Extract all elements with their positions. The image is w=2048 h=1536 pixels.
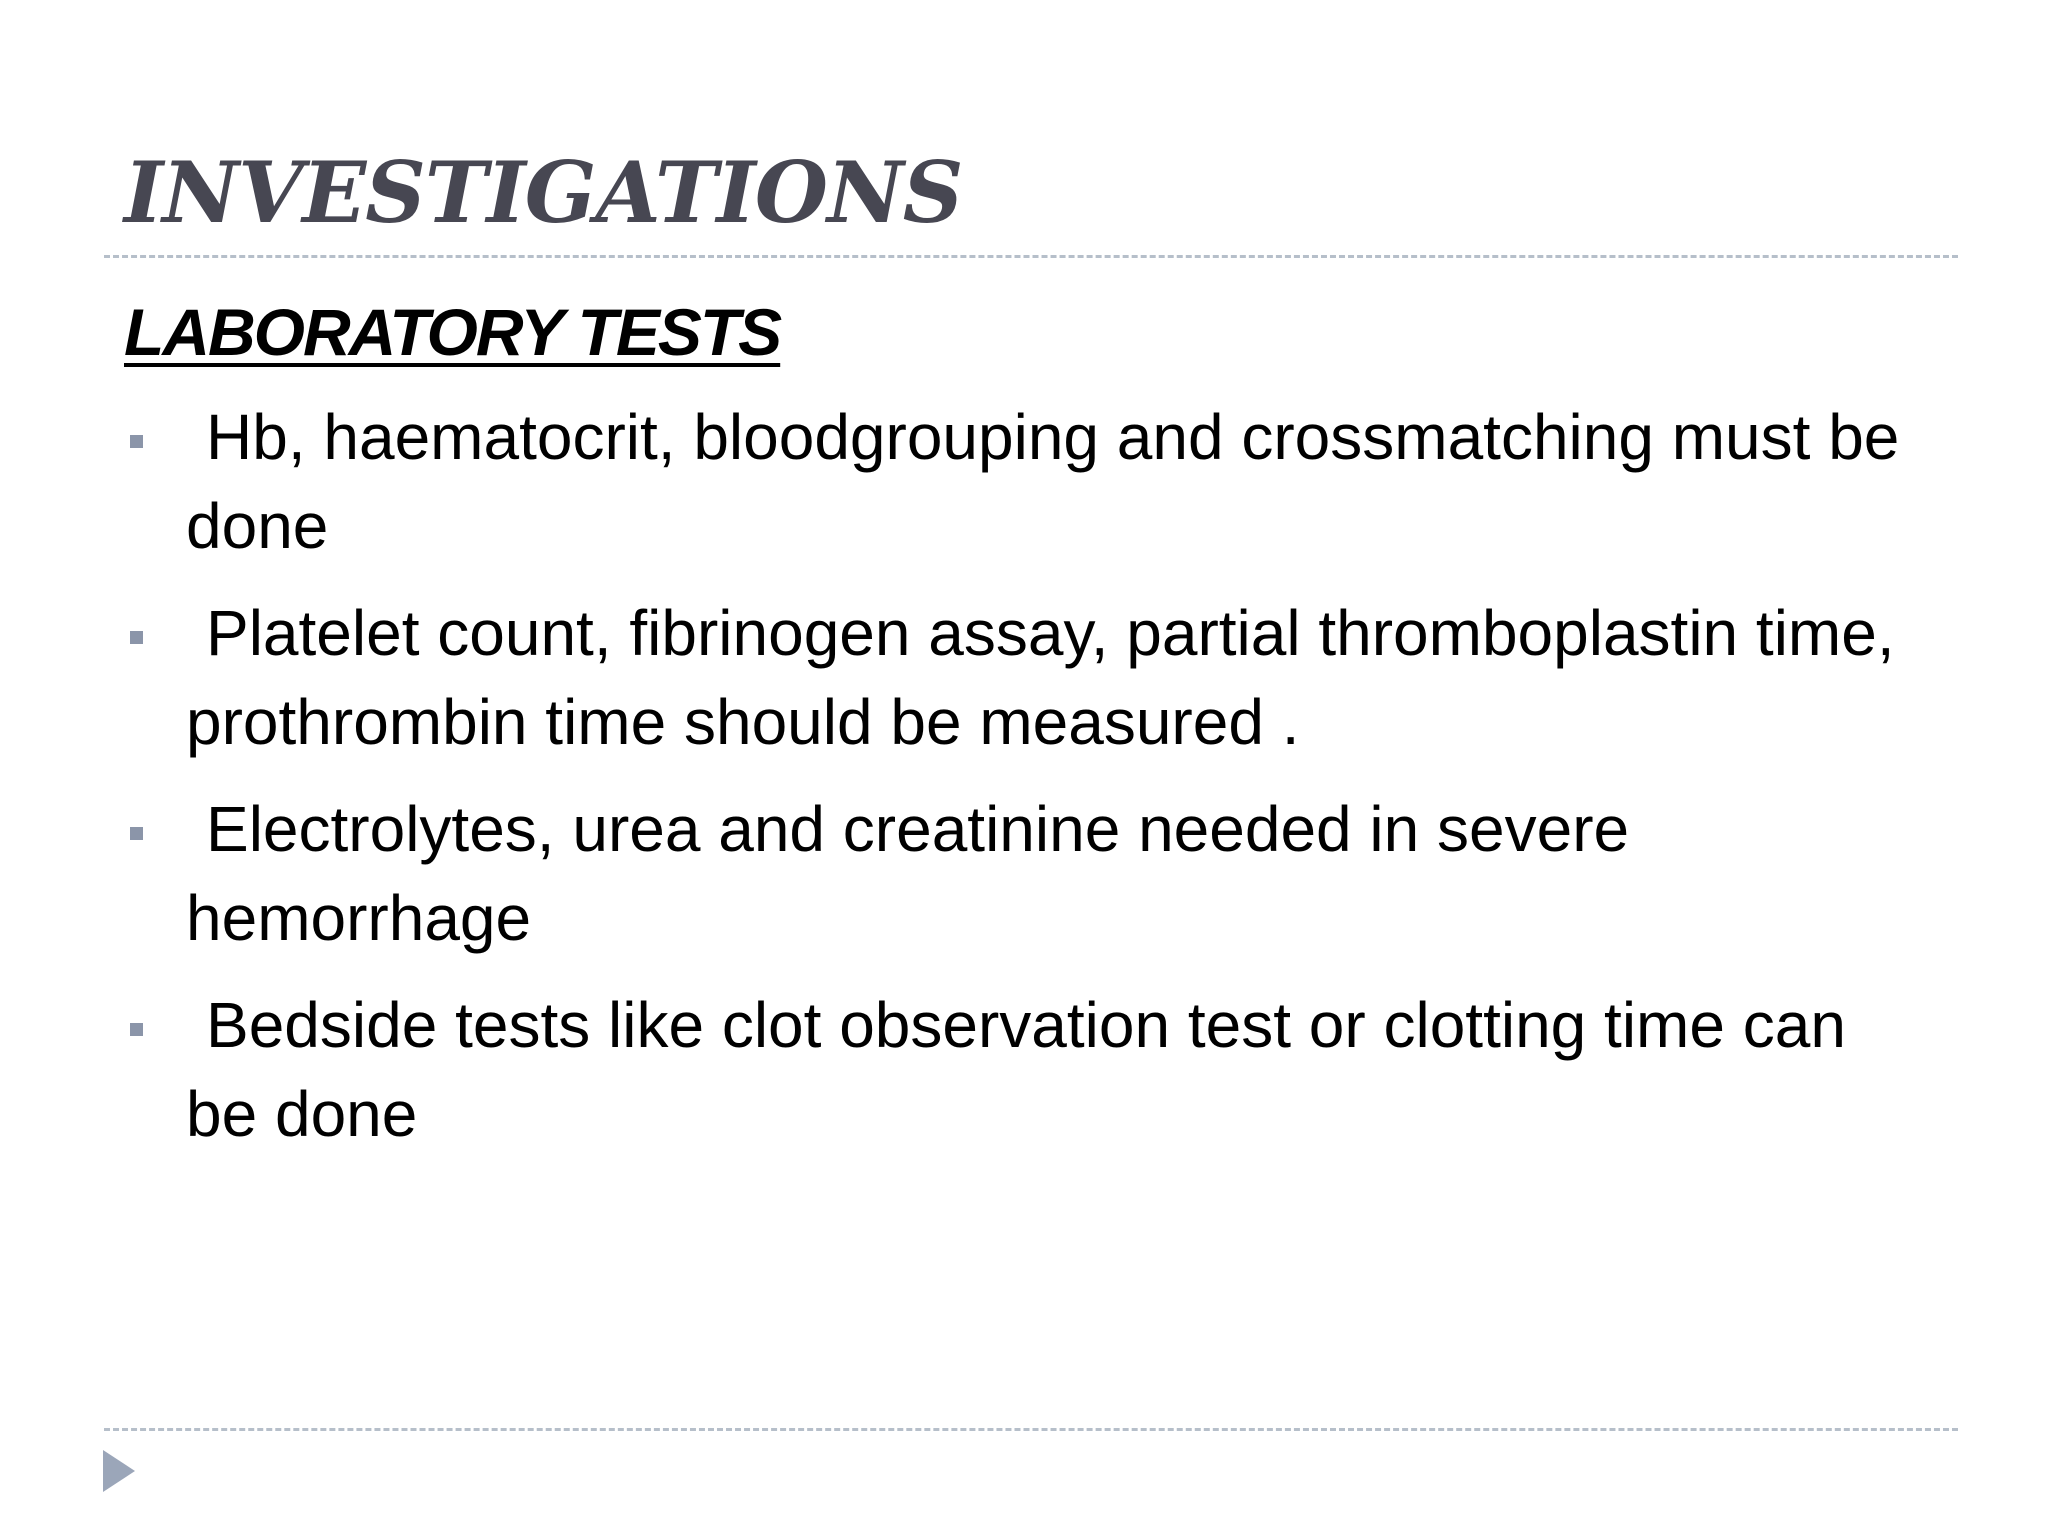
- section-subheading: LABORATORY TESTS: [124, 295, 781, 369]
- bullet-text: Hb, haematocrit, bloodgrouping and crossmatching must be done: [186, 401, 1900, 562]
- square-bullet-icon: [130, 1023, 143, 1036]
- square-bullet-icon: [130, 631, 143, 644]
- slide-title: INVESTIGATIONS: [124, 143, 963, 242]
- list-item: [124, 981, 1924, 1159]
- bullet-list: [124, 393, 1924, 1177]
- square-bullet-icon: [130, 435, 143, 448]
- bullet-text: Platelet count, fibrinogen assay, partial thromboplastin time, prothrombin time should be measured .: [186, 597, 1895, 758]
- list-item: [124, 589, 1924, 767]
- square-bullet-icon: [130, 827, 143, 840]
- list-item: [124, 785, 1924, 963]
- bullet-text: Bedside tests like clot observation test or clotting time can be done: [186, 989, 1846, 1150]
- play-triangle-icon: [103, 1450, 135, 1492]
- top-divider: [104, 255, 1958, 258]
- bottom-divider: [104, 1428, 1958, 1431]
- bullet-text: Electrolytes, urea and creatinine needed in severe hemorrhage: [186, 793, 1630, 954]
- list-item: [124, 393, 1924, 571]
